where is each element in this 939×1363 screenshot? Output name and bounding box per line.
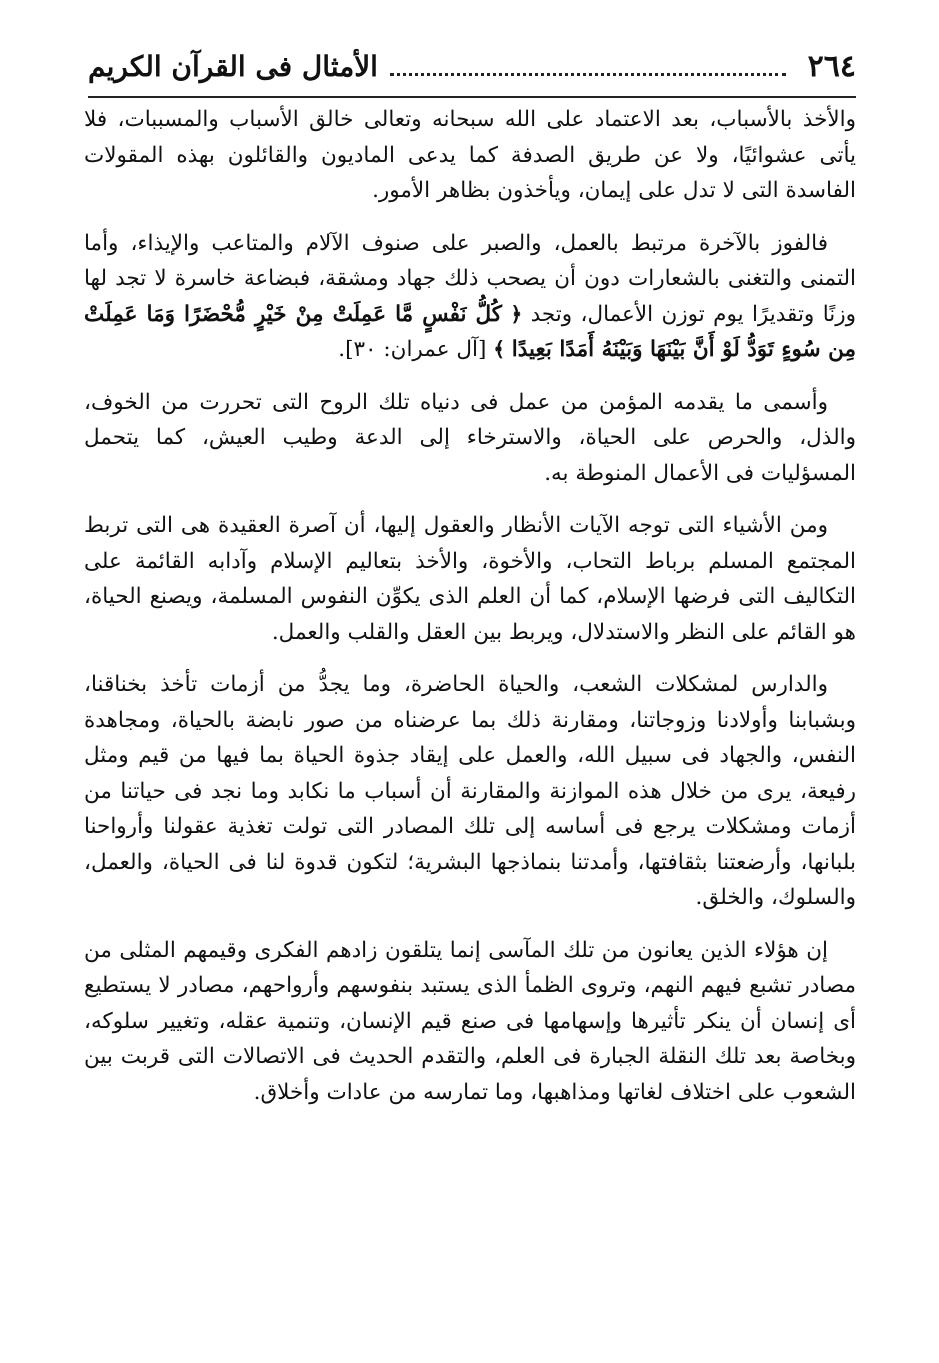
paragraph-text: إن هؤلاء الذين يعانون من تلك المآسى إنما يتلقون زادهم الفكرى وقيمهم المثلى من مصادر تشبع فيهم النهم، وتروى الظمأ الذى يستبد بنفوسهم وأرواحهم، مصادر لا يستطيع أى إنسان أن ينكر تأثيرها وإسهامها فى صنع قيم الإنسان، وتنمية عقله، وتغيير سلوكه، وبخاصة بعد تلك النقلة الجبارة فى العلم، والتقدم الحديث فى الاتصالات التى قربت بين الشعوب على اختلاف لغاتها ومذاهبها، وما تمارسه من عادات وأخلاق.	[84, 937, 856, 1105]
running-title: الأمثال فى القرآن الكريم	[88, 49, 378, 83]
page-number: ٢٦٤	[807, 48, 856, 84]
paragraph-2	[84, 226, 856, 368]
quran-verse: كُلُّ نَفْسٍ مَّا عَمِلَتْ مِنْ خَيْرٍ مُّحْضَرًا وَمَا عَمِلَتْ مِن سُوءٍ تَوَدُّ لَوْ أَنَّ بَيْنَهَا وَبَيْنَهُ أَمَدًا بَعِيدًا	[84, 301, 856, 362]
page-header	[88, 40, 856, 92]
paragraph-4	[84, 508, 856, 650]
paragraph-1	[84, 102, 856, 209]
paragraph-5	[84, 667, 856, 916]
paragraph-6	[84, 933, 856, 1111]
paragraph-3	[84, 385, 856, 492]
header-rule	[88, 96, 856, 98]
paragraph-text: وأسمى ما يقدمه المؤمن من عمل فى دنياه تلك الروح التى تحررت من الخوف، والذل، والحرص على الحياة، والاسترخاء إلى الدعة وطيب العيش، كما يتحمل المسؤليات فى الأعمال المنوطة به.	[84, 389, 856, 486]
body-text	[84, 102, 856, 1127]
quran-close-bracket: ﴾	[493, 337, 505, 361]
paragraph-text: فالفوز بالآخرة مرتبط بالعمل، والصبر على صنوف الآلام والمتاعب والإيذاء، وأما التمنى والتغنى بالشعارات دون أن يصحب ذلك جهاد ومشقة، فبضاعة خاسرة لا تجد لها وزنًا وتقديرًا يوم توزن الأعمال، وتجد	[84, 230, 856, 327]
dotted-leader	[390, 73, 786, 76]
paragraph-text: والدارس لمشكلات الشعب، والحياة الحاضرة، وما يجدُّ من أزمات تأخذ بخناقنا، وبشبابنا وأولادنا وزوجاتنا، ومقارنة ذلك بما عرضناه من صور نابضة بالحياة، ومجاهدة النفس، والجهاد فى سبيل الله، والعمل على إيقاد جذوة الحياة بما فيها من قيم ومثل رفيعة، يرى من خلال هذه الموازنة والمقارنة أن أسباب ما نكابد وما نجد فى حياتنا من أزمات ومشكلات يرجع فى أساسه إلى تلك المصادر التى تولت تغذية عقولنا وأرواحنا بلبانها، وأرضعتنا بثقافتها، وأمدتنا بنماذجها البشرية؛ لتكون قدوة لنا فى الحياة، والعمل، والسلوك، والخلق.	[84, 672, 856, 910]
verse-reference: [آل عمران: ٣٠].	[338, 337, 487, 362]
quran-open-bracket: ﴿	[510, 301, 523, 326]
paragraph-text: ومن الأشياء التى توجه الآيات الأنظار والعقول إليها، أن آصرة العقيدة هى التى تربط المجتمع المسلم برباط التحاب، والأخوة، والأخذ بتعاليم الإسلام وآدابه القائمة على التكاليف التى فرضها الإسلام، كما أن العلم الذى يكوِّن النفوس المسلمة، ويصنع الحياة، هو القائم على النظر والاستدلال، ويربط بين العقل والقلب والعمل.	[84, 513, 856, 645]
paragraph-text: والأخذ بالأسباب، بعد الاعتماد على الله سبحانه وتعالى خالق الأسباب والمسببات، فلا يأتى عشوائيًا، ولا عن طريق الصدفة كما يدعى الماديون والقائلون بهذه المقولات الفاسدة التى لا تدل على إيمان، ويأخذون بظاهر الأمور.	[84, 107, 856, 203]
